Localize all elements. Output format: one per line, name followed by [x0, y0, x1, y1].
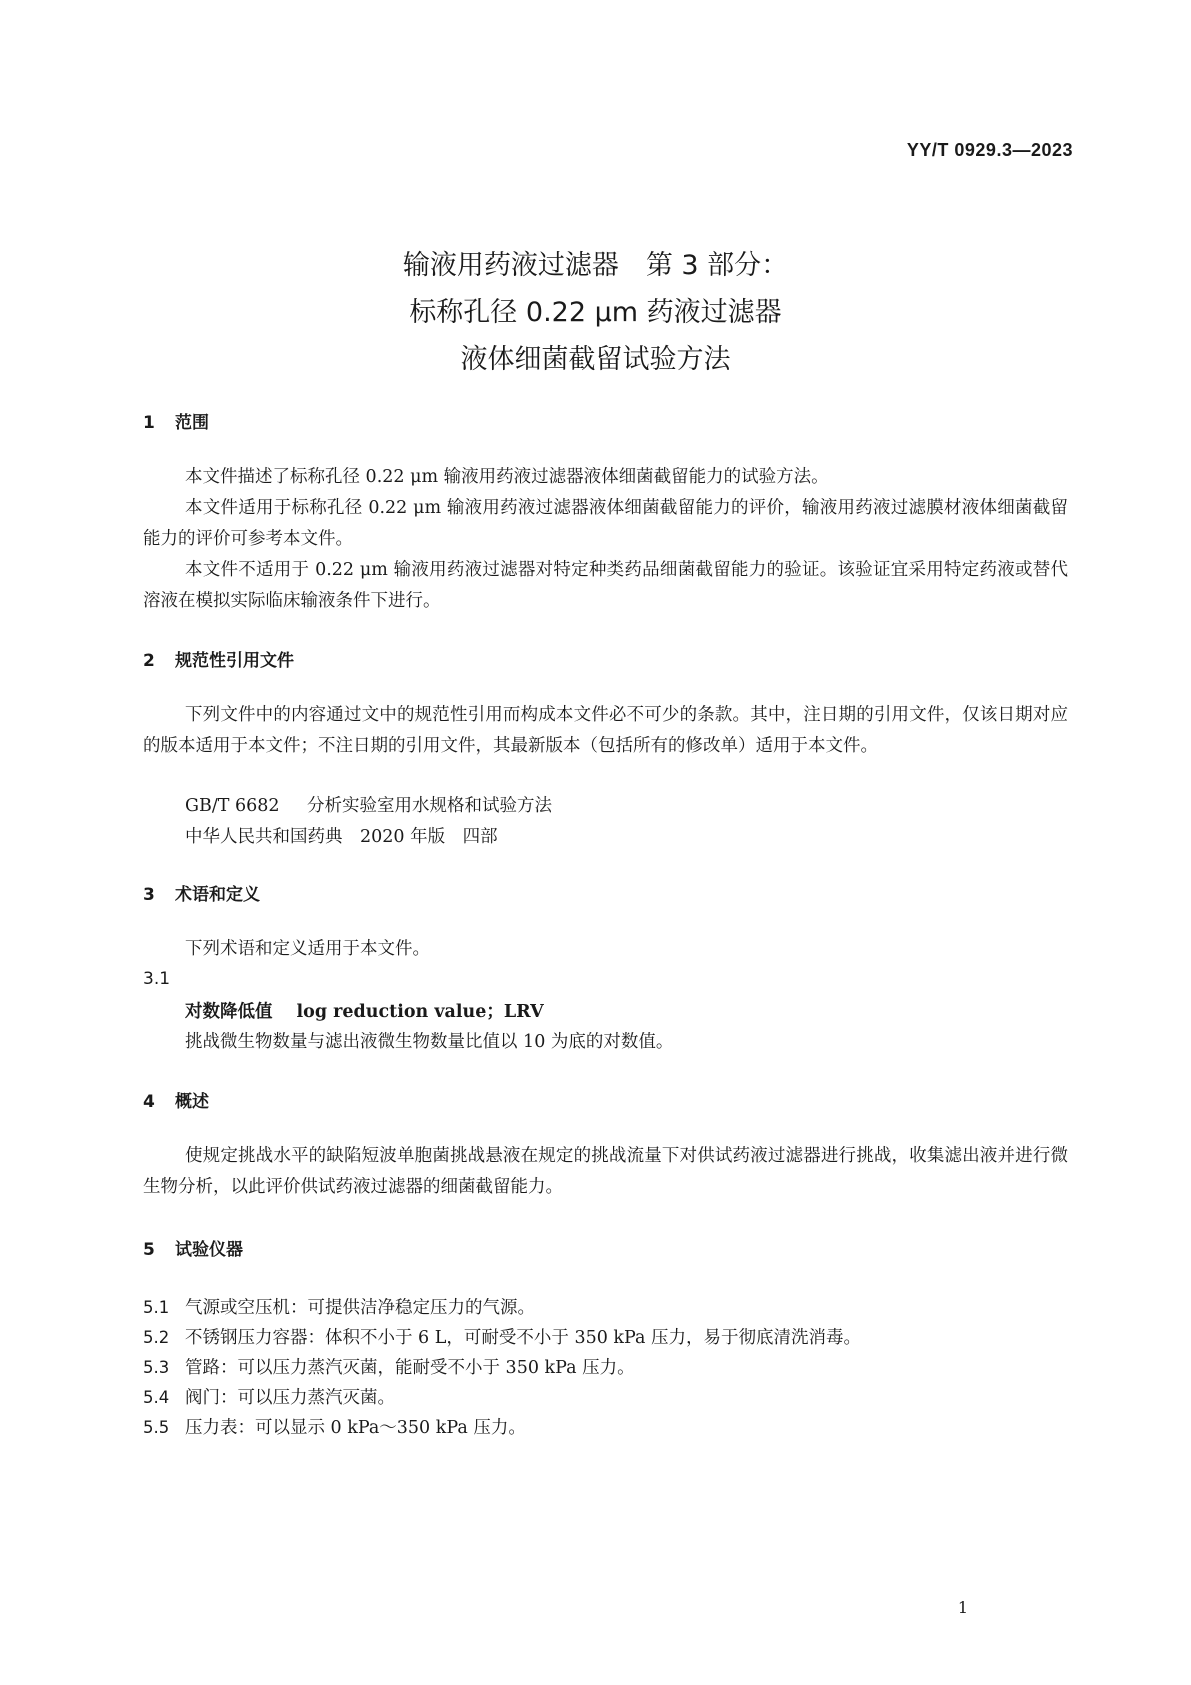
section-1-paragraph-2: 本文件适用于标称孔径 0.22 μm 输液用药液过滤器液体细菌截留能力的评价，输液用药液过滤膜材液体细菌截留能力的评价可参考本文件。 — [143, 498, 1068, 549]
term-chinese: 对数降低值 — [185, 1002, 273, 1022]
item-text: 不锈钢压力容器：体积不小于 6 L，可耐受不小于 350 kPa 压力，易于彻底清洗消毒。 — [185, 1328, 861, 1348]
item-number: 5.5 — [143, 1418, 170, 1437]
section-title: 试验仪器 — [175, 1240, 243, 1260]
section-4-paragraph-1: 使规定挑战水平的缺陷短波单胞菌挑战悬液在规定的挑战流量下对供试药液过滤器进行挑战，收集滤出液并进行微生物分析，以此评价供试药液过滤器的细菌截留能力。 — [143, 1146, 1068, 1197]
list-item — [143, 1294, 535, 1319]
list-item — [143, 1324, 861, 1349]
item-number: 5.4 — [143, 1388, 170, 1407]
section-number: 5 — [143, 1240, 155, 1260]
section-3-paragraph-1: 下列术语和定义适用于本文件。 — [185, 939, 430, 959]
normative-reference-2: 中华人民共和国药典 2020 年版 四部 — [185, 827, 498, 847]
section-title: 规范性引用文件 — [175, 651, 294, 671]
item-number: 5.1 — [143, 1298, 170, 1317]
normative-reference-1 — [185, 792, 552, 817]
item-text: 气源或空压机：可提供洁净稳定压力的气源。 — [185, 1298, 535, 1318]
section-number: 2 — [143, 651, 155, 671]
section-5-heading — [143, 1235, 243, 1260]
title-line-3: 液体细菌截留试验方法 — [460, 344, 731, 375]
list-item — [143, 1354, 635, 1379]
term-definition: 挑战微生物数量与滤出液微生物数量比值以 10 为底的对数值。 — [185, 1032, 674, 1052]
section-2-paragraph-1: 下列文件中的内容通过文中的规范性引用而构成本文件必不可少的条款。其中，注日期的引用文件，仅该日期对应的版本适用于本文件；不注日期的引用文件，其最新版本（包括所有的修改单）适用于本文件。 — [143, 705, 1068, 756]
section-1-heading — [143, 408, 209, 433]
item-number: 5.2 — [143, 1328, 170, 1347]
title-line-1: 输液用药液过滤器 第 3 部分： — [402, 250, 789, 281]
section-number: 4 — [143, 1092, 155, 1112]
page-number: 1 — [957, 1598, 968, 1617]
section-title: 概述 — [175, 1092, 209, 1112]
term-number: 3.1 — [143, 969, 171, 989]
item-text: 压力表：可以显示 0 kPa～350 kPa 压力。 — [185, 1418, 526, 1438]
document-title — [0, 242, 1191, 383]
section-3-heading — [143, 880, 260, 905]
list-item — [143, 1384, 395, 1409]
title-line-2: 标称孔径 0.22 μm 药液过滤器 — [409, 297, 782, 328]
item-text: 阀门：可以压力蒸汽灭菌。 — [185, 1388, 395, 1408]
section-1-paragraph-3: 本文件不适用于 0.22 μm 输液用药液过滤器对特定种类药品细菌截留能力的验证。该验证宜采用特定药液或替代溶液在模拟实际临床输液条件下进行。 — [143, 560, 1068, 611]
section-title: 术语和定义 — [175, 885, 260, 905]
list-item — [143, 1414, 526, 1439]
standard-code: YY/T 0929.3—2023 — [906, 140, 1073, 160]
reference-code: GB/T 6682 — [185, 796, 280, 816]
section-1-paragraph-1: 本文件描述了标称孔径 0.22 μm 输液用药液过滤器液体细菌截留能力的试验方法。 — [185, 467, 829, 487]
section-number: 3 — [143, 885, 155, 905]
section-2-heading — [143, 646, 294, 671]
term-english: log reduction value；LRV — [296, 1002, 544, 1022]
term-name — [185, 998, 544, 1023]
reference-title: 分析实验室用水规格和试验方法 — [307, 796, 552, 816]
section-number: 1 — [143, 413, 155, 433]
section-4-heading — [143, 1087, 209, 1112]
section-title: 范围 — [175, 413, 209, 433]
item-number: 5.3 — [143, 1358, 170, 1377]
item-text: 管路：可以压力蒸汽灭菌，能耐受不小于 350 kPa 压力。 — [185, 1358, 635, 1378]
